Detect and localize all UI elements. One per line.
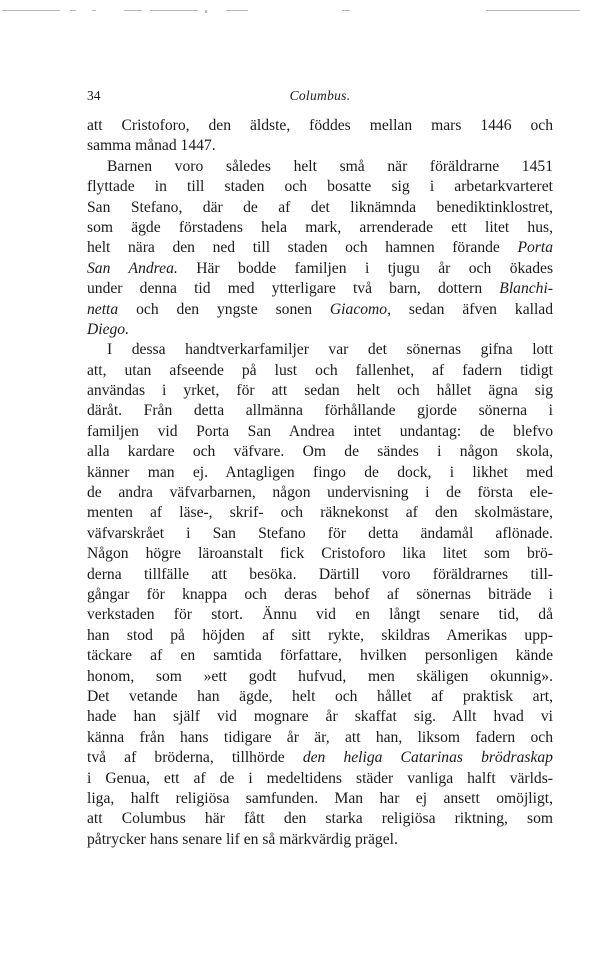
text-segment: honom, som »ett godt hufvud, men skäligen okunnig». (87, 667, 553, 685)
text-segment: under denna tid med ytterligare två barn, dottern (87, 280, 500, 298)
text-segment: samma månad 1447. (87, 137, 216, 155)
text-line (87, 361, 553, 381)
text-segment: två af bröderna, tillhörde (87, 749, 303, 767)
text-line (87, 401, 553, 421)
text-line (87, 320, 553, 340)
text-segment: sedan äfven kallad (391, 300, 553, 318)
italic-text: Giacomo, (329, 300, 391, 318)
text-segment: familjen vid Porta San Andrea intet undantag: de blefvo (87, 422, 553, 440)
text-segment: verkstaden för stort. Ännu vid en långt senare tid, då (87, 606, 553, 624)
text-line (87, 728, 553, 748)
italic-text: netta (87, 300, 119, 318)
italic-text: den heliga Catarinas brödraskap (302, 749, 553, 767)
text-segment: I dessa handtverkarfamiljer var det sönernas gifna lott (107, 341, 553, 359)
text-line (87, 789, 553, 809)
text-segment: hade han själf vid mognare år skaffat sig. Allt hvad vi (87, 708, 553, 726)
text-line (87, 300, 553, 320)
italic-text: Diego. (87, 320, 130, 338)
text-segment: helt nära den ned till staden och hamnen förande (87, 239, 518, 257)
text-line (87, 218, 553, 238)
text-segment: väfvarskrået i San Stefano för detta ändamål aflönade. (87, 524, 553, 542)
text-line (87, 422, 553, 442)
text-line (87, 381, 553, 401)
text-line (87, 605, 553, 625)
text-segment: han stod på höjden af sitt rykte, skildras Amerikas upp- (87, 626, 553, 644)
text-segment: känner man ej. Antagligen fingo de dock, i likhet med (87, 463, 553, 481)
text-line (87, 442, 553, 462)
text-segment: däråt. Från detta allmänna förhållande gjorde sönerna i (87, 402, 553, 420)
running-head (87, 88, 553, 108)
text-line (87, 687, 553, 707)
text-segment: flyttade in till staden och bosatte sig i arbetarkvarteret (87, 178, 553, 196)
page-number: 34 (87, 88, 101, 103)
text-segment: San Stefano, där de af det liknämnda benediktinklostret, (87, 198, 553, 216)
scan-edge-marks (0, 10, 608, 13)
text-segment: de andra väfvarbarnen, någon undervisning i de första ele- (87, 484, 553, 502)
text-segment: Här bodde familjen i tjugu år och ökades (177, 259, 553, 277)
text-line (87, 809, 553, 829)
text-segment: gångar för knappa och deras behof af sönernas biträde i (87, 585, 553, 603)
italic-text: San Andrea. (87, 259, 178, 277)
text-line (87, 769, 553, 789)
text-line (87, 116, 553, 136)
text-segment: påtrycker hans senare lif en så märkvärdig prägel. (87, 830, 398, 848)
text-line (87, 503, 553, 523)
text-line (87, 646, 553, 666)
text-line (87, 565, 553, 585)
text-segment: känna från hans tidigare år är, att han, liksom fadern och (87, 728, 553, 746)
text-line (87, 136, 553, 156)
text-segment: som ägde förstadens hela mark, arrenderade ett litet hus, (87, 218, 553, 236)
italic-text: Blanchi- (499, 280, 553, 298)
text-line (87, 259, 553, 279)
text-segment: liga, halft religiösa samfunden. Man har ej ansett omöjligt, (87, 789, 553, 807)
text-segment: i Genua, ett af de i medeltidens städer vanliga halft världs- (87, 769, 553, 787)
text-line (87, 279, 553, 299)
text-segment: derna tillfälle att besöka. Därtill voro föräldrarnes till- (87, 565, 553, 583)
text-segment: och den yngste sonen (118, 300, 330, 318)
text-line (87, 830, 553, 850)
text-line (87, 585, 553, 605)
text-segment: att, utan afseende på lust och fallenhet, af fadern tidigt (87, 361, 553, 379)
text-segment: att Columbus här fått den starka religiösa riktning, som (87, 810, 553, 828)
text-line (87, 524, 553, 544)
text-line (87, 748, 553, 768)
italic-text: Porta (517, 239, 553, 257)
running-title: Columbus. (289, 88, 351, 103)
text-line (87, 667, 553, 687)
text-segment: användas i yrket, för att sedan helt och hållet ägna sig (87, 382, 553, 400)
text-segment: menten af läse-, skrif- och räknekonst af den skolmästare, (87, 504, 553, 522)
text-segment: Det vetande han ägde, helt och hållet af praktisk art, (87, 687, 553, 705)
text-segment: Barnen voro således helt små när föräldrarne 1451 (107, 157, 553, 175)
text-line (87, 483, 553, 503)
text-segment: täckare af en samtida författare, hvilken personligen kände (87, 647, 553, 665)
text-line (87, 157, 553, 177)
text-line (87, 177, 553, 197)
text-line (87, 626, 553, 646)
text-segment: alla kardare och väfvare. Om de sändes i någon skola, (87, 443, 553, 461)
text-line (87, 463, 553, 483)
text-segment: Någon högre läroanstalt fick Cristoforo lika litet som brö- (87, 545, 553, 563)
text-line (87, 238, 553, 258)
body-text (87, 116, 553, 850)
text-line (87, 198, 553, 218)
text-line (87, 544, 553, 564)
text-line (87, 340, 553, 360)
text-line (87, 707, 553, 727)
text-segment: att Cristoforo, den äldste, föddes mellan mars 1446 och (87, 117, 553, 134)
